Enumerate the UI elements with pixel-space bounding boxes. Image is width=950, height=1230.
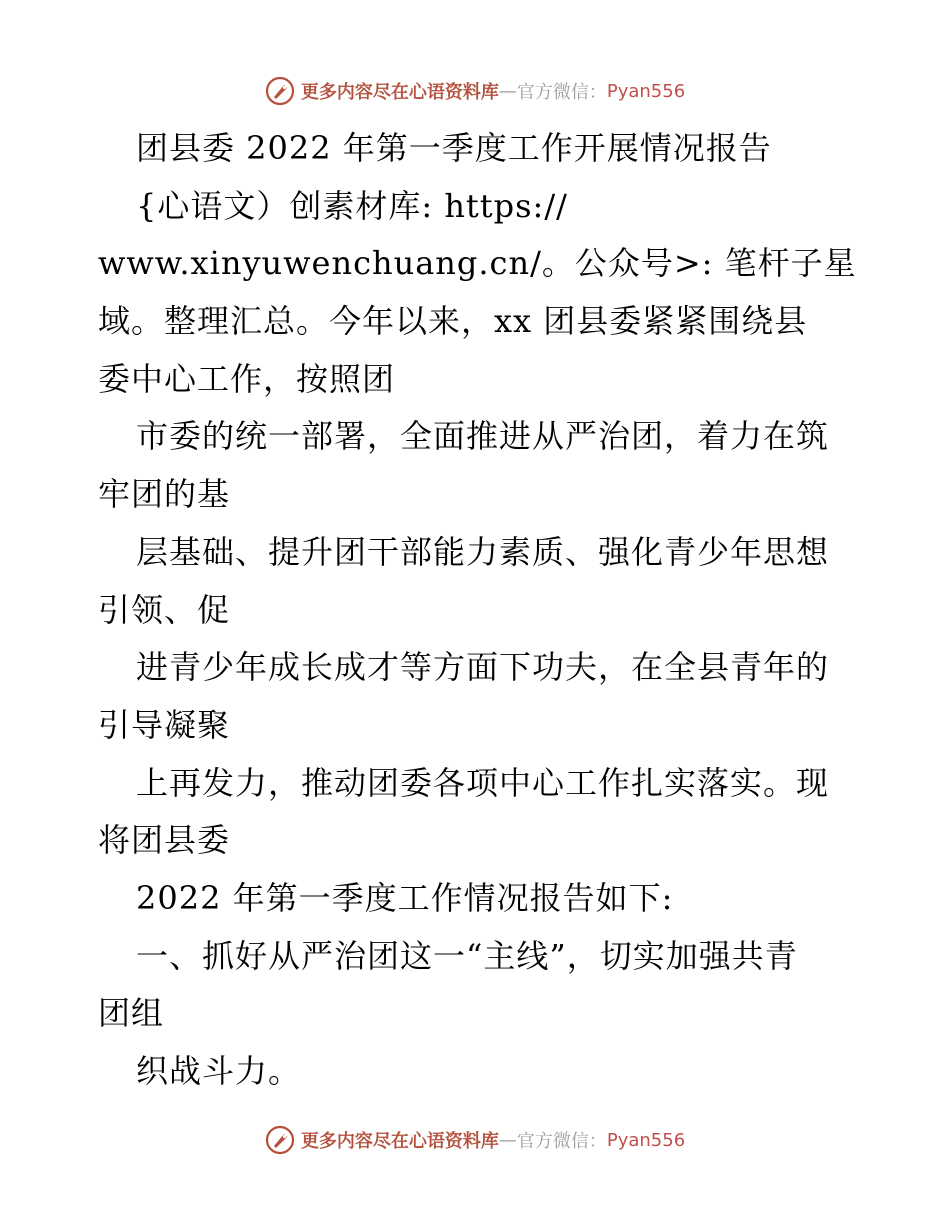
text-line: {心语文）创素材库: https:// <box>136 186 568 225</box>
banner-handle: Pyan556 <box>606 1129 686 1151</box>
text-line: 引导凝聚 <box>98 705 231 744</box>
text-line: www.xinyuwenchuang.cn/。公众号>: 笔杆子星 <box>98 244 857 283</box>
document-body <box>98 120 858 1101</box>
text-line: 织战斗力。 <box>136 1052 302 1090</box>
text-line: 团组 <box>98 994 165 1033</box>
text-line: 上再发力，推动团委各项中心工作扎实落实。现 <box>136 763 830 802</box>
header-banner <box>0 74 950 108</box>
section-heading: 一、抓好从严治团这一“主线”，切实加强共青 <box>136 936 798 975</box>
document-title: 团县委 2022 年第一季度工作开展情况报告 <box>136 129 772 167</box>
text-line: 引领、促 <box>98 590 231 629</box>
text-line: 将团县委 <box>98 821 231 860</box>
text-line: 委中心工作，按照团 <box>98 359 396 398</box>
banner-separator: — <box>498 1129 517 1151</box>
text-line: 市委的统一部署，全面推进从严治团，着力在筑 <box>136 417 830 456</box>
text-line: 进青少年成长成才等方面下功夫，在全县青年的 <box>136 648 830 687</box>
banner-main-text: 更多内容尽在心语资料库 <box>300 1131 499 1152</box>
pen-nib-logo-icon <box>265 76 295 106</box>
text-line: 牢团的基 <box>98 475 231 514</box>
text-line: 2022 年第一季度工作情况报告如下: <box>136 878 674 917</box>
footer-banner <box>0 1123 950 1157</box>
banner-official-label: 官方微信： <box>516 1131 607 1152</box>
banner-handle: Pyan556 <box>606 80 686 102</box>
text-line: 域。整理汇总。今年以来，xx 团县委紧紧围绕县 <box>98 302 808 341</box>
banner-official-label: 官方微信： <box>516 82 607 103</box>
text-line: 层基础、提升团干部能力素质、强化青少年思想 <box>136 532 830 571</box>
banner-main-text: 更多内容尽在心语资料库 <box>300 82 499 103</box>
banner-separator: — <box>498 80 517 102</box>
pen-nib-logo-icon <box>265 1125 295 1155</box>
